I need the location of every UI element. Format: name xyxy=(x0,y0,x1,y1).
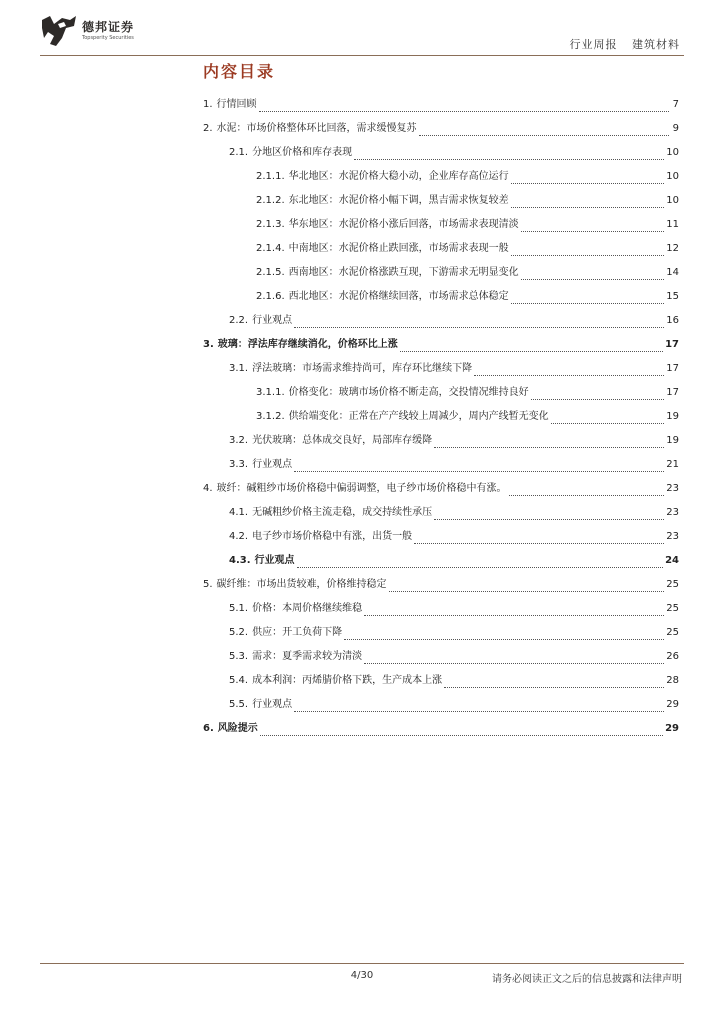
toc-entry-number: 2.1.3. xyxy=(256,219,285,230)
toc-entry-title: 东北地区：水泥价格小幅下调，黑吉需求恢复较差 xyxy=(288,195,509,206)
toc-entry[interactable] xyxy=(203,191,679,215)
footer-disclaimer: 请务必阅读正文之后的信息披露和法律声明 xyxy=(492,974,682,985)
toc-entry[interactable] xyxy=(203,407,679,431)
toc-entry-title: 价格：本周价格继续维稳 xyxy=(252,603,363,614)
toc-entry-page: 19 xyxy=(666,435,679,446)
report-type: 行业周报 xyxy=(569,38,618,51)
toc-entry-title: 华东地区：水泥价格小涨后回落，市场需求表现清淡 xyxy=(288,219,519,230)
toc-entry-title: 价格变化：玻璃市场价格不断走高，交投情况维持良好 xyxy=(288,387,529,398)
toc-entry[interactable] xyxy=(203,359,679,383)
toc-entry-number: 4.1. xyxy=(229,507,249,518)
toc-entry-page: 23 xyxy=(666,507,679,518)
toc-entry-page: 9 xyxy=(672,123,679,134)
toc-entry-number: 4. xyxy=(203,483,213,494)
toc-entry-title: 需求：夏季需求较为清淡 xyxy=(252,651,363,662)
footer-divider xyxy=(40,963,684,964)
toc-entry[interactable] xyxy=(203,455,679,479)
toc-entry-title: 无碱粗纱价格主流走稳，成交持续性承压 xyxy=(252,507,433,518)
toc-entry[interactable] xyxy=(203,647,679,671)
toc-entry-title: 西北地区：水泥价格继续回落，市场需求总体稳定 xyxy=(288,291,509,302)
toc-leader-dots xyxy=(354,159,664,160)
toc-entry[interactable] xyxy=(203,695,679,719)
toc-leader-dots xyxy=(521,231,665,232)
toc-entry-number: 3.1.1. xyxy=(256,387,285,398)
toc-entry-number: 2.2. xyxy=(229,315,249,326)
toc-entry[interactable] xyxy=(203,431,679,455)
toc-entry-number: 2.1.4. xyxy=(256,243,285,254)
toc-entry[interactable] xyxy=(203,383,679,407)
toc-title: 内容目录 xyxy=(203,62,276,81)
toc-entry-page: 17 xyxy=(665,339,679,350)
toc-entry-number: 4.2. xyxy=(229,531,249,542)
toc-leader-dots xyxy=(444,687,664,688)
toc-entry[interactable] xyxy=(203,719,679,743)
toc-entry-number: 3.1. xyxy=(229,363,249,374)
toc-entry-number: 5.4. xyxy=(229,675,249,686)
toc-entry[interactable] xyxy=(203,311,679,335)
toc-entry-title: 行情回顾 xyxy=(216,99,257,110)
toc-entry-page: 10 xyxy=(666,171,679,182)
logo-cn-name: 德邦证券 xyxy=(82,20,135,34)
header-report-info xyxy=(570,36,681,52)
toc-leader-dots xyxy=(260,735,663,736)
header-divider xyxy=(40,55,684,56)
toc-entry[interactable] xyxy=(203,263,679,287)
toc-entry-page: 12 xyxy=(666,243,679,254)
toc-entry-page: 29 xyxy=(666,699,679,710)
toc-entry-page: 21 xyxy=(666,459,679,470)
toc-entry-number: 3. xyxy=(203,339,214,350)
toc-entry[interactable] xyxy=(203,335,679,359)
toc-entry-number: 1. xyxy=(203,99,213,110)
logo-en-name: Topsperity Securities xyxy=(82,35,134,41)
toc-list xyxy=(203,95,679,743)
toc-entry-title: 水泥：市场价格整体环比回落，需求缓慢复苏 xyxy=(216,123,417,134)
toc-entry-page: 7 xyxy=(672,99,679,110)
toc-entry-title: 西南地区：水泥价格涨跌互现，下游需求无明显变化 xyxy=(288,267,519,278)
toc-entry-number: 5. xyxy=(203,579,213,590)
toc-entry-title: 玻纤：碱粗纱市场价格稳中偏弱调整，电子纱市场价格稳中有涨。 xyxy=(216,483,507,494)
toc-leader-dots xyxy=(511,207,665,208)
toc-entry-title: 成本利润：丙烯腈价格下跌，生产成本上涨 xyxy=(252,675,443,686)
toc-leader-dots xyxy=(389,591,665,592)
toc-entry[interactable] xyxy=(203,503,679,527)
toc-entry-number: 2.1.6. xyxy=(256,291,285,302)
toc-entry-page: 25 xyxy=(666,603,679,614)
toc-entry[interactable] xyxy=(203,239,679,263)
toc-entry-title: 中南地区：水泥价格止跌回涨，市场需求表现一般 xyxy=(288,243,509,254)
toc-leader-dots xyxy=(509,495,665,496)
toc-entry-number: 3.3. xyxy=(229,459,249,470)
toc-entry-number: 2. xyxy=(203,123,213,134)
toc-entry[interactable] xyxy=(203,215,679,239)
toc-entry[interactable] xyxy=(203,167,679,191)
toc-entry[interactable] xyxy=(203,287,679,311)
toc-entry-page: 26 xyxy=(666,651,679,662)
toc-leader-dots xyxy=(521,279,665,280)
toc-leader-dots xyxy=(511,183,665,184)
company-logo xyxy=(40,14,180,54)
toc-leader-dots xyxy=(434,447,664,448)
toc-entry-number: 6. xyxy=(203,723,214,734)
toc-entry[interactable] xyxy=(203,143,679,167)
toc-entry-title: 行业观点 xyxy=(252,315,293,326)
toc-leader-dots xyxy=(434,519,664,520)
toc-leader-dots xyxy=(531,399,665,400)
toc-entry-page: 17 xyxy=(666,363,679,374)
toc-entry-page: 10 xyxy=(666,195,679,206)
toc-entry-page: 11 xyxy=(666,219,679,230)
toc-entry-page: 14 xyxy=(666,267,679,278)
toc-entry-page: 17 xyxy=(666,387,679,398)
toc-entry[interactable] xyxy=(203,95,679,119)
toc-leader-dots xyxy=(364,615,664,616)
toc-entry-title: 华北地区：水泥价格大稳小动，企业库存高位运行 xyxy=(288,171,509,182)
toc-leader-dots xyxy=(364,663,664,664)
toc-entry-page: 10 xyxy=(666,147,679,158)
toc-entry-number: 2.1.1. xyxy=(256,171,285,182)
toc-leader-dots xyxy=(294,711,664,712)
toc-entry-page: 25 xyxy=(666,579,679,590)
toc-entry[interactable] xyxy=(203,575,679,599)
report-sector: 建筑材料 xyxy=(632,38,680,51)
toc-entry-number: 5.5. xyxy=(229,699,249,710)
toc-entry-title: 浮法玻璃：市场需求维持尚可，库存环比继续下降 xyxy=(252,363,473,374)
toc-entry-number: 2.1. xyxy=(229,147,249,158)
toc-entry-title: 行业观点 xyxy=(254,555,295,566)
toc-entry-number: 5.1. xyxy=(229,603,249,614)
toc-leader-dots xyxy=(297,567,664,568)
toc-entry[interactable] xyxy=(203,479,679,503)
toc-entry-title: 供应：开工负荷下降 xyxy=(252,627,343,638)
toc-entry-number: 2.1.2. xyxy=(256,195,285,206)
toc-entry-title: 碳纤维：市场出货较难，价格维持稳定 xyxy=(216,579,387,590)
toc-leader-dots xyxy=(294,471,664,472)
page-indicator: 4/30 xyxy=(350,970,374,981)
toc-entry-number: 5.3. xyxy=(229,651,249,662)
toc-leader-dots xyxy=(414,543,664,544)
toc-leader-dots xyxy=(344,639,664,640)
toc-entry-page: 29 xyxy=(665,723,679,734)
toc-entry-title: 行业观点 xyxy=(252,699,293,710)
toc-entry-number: 3.2. xyxy=(229,435,249,446)
toc-entry-page: 24 xyxy=(665,555,679,566)
toc-entry[interactable] xyxy=(203,551,679,575)
toc-entry-page: 15 xyxy=(666,291,679,302)
toc-entry-page: 16 xyxy=(666,315,679,326)
toc-entry-page: 19 xyxy=(666,411,679,422)
toc-entry[interactable] xyxy=(203,671,679,695)
toc-entry[interactable] xyxy=(203,599,679,623)
toc-entry-page: 23 xyxy=(666,483,679,494)
toc-entry[interactable] xyxy=(203,527,679,551)
toc-leader-dots xyxy=(419,135,669,136)
toc-entry-number: 5.2. xyxy=(229,627,249,638)
toc-leader-dots xyxy=(511,303,665,304)
toc-entry-title: 分地区价格和库存表现 xyxy=(252,147,353,158)
toc-entry-title: 风险提示 xyxy=(217,723,258,734)
toc-leader-dots xyxy=(474,375,664,376)
page-header xyxy=(40,14,684,56)
toc-leader-dots xyxy=(259,111,669,112)
toc-entry-page: 25 xyxy=(666,627,679,638)
toc-entry-title: 行业观点 xyxy=(252,459,293,470)
toc-entry-page: 28 xyxy=(666,675,679,686)
toc-entry-number: 2.1.5. xyxy=(256,267,285,278)
toc-entry-title: 光伏玻璃：总体成交良好，局部库存缓降 xyxy=(252,435,433,446)
toc-entry-page: 23 xyxy=(666,531,679,542)
toc-entry[interactable] xyxy=(203,623,679,647)
toc-leader-dots xyxy=(551,423,665,424)
toc-leader-dots xyxy=(511,255,665,256)
toc-entry[interactable] xyxy=(203,119,679,143)
toc-entry-number: 3.1.2. xyxy=(256,411,285,422)
toc-leader-dots xyxy=(294,327,664,328)
logo-mark-icon xyxy=(40,14,78,48)
toc-entry-title: 供给端变化：正常在产产线较上周减少，周内产线暂无变化 xyxy=(288,411,549,422)
toc-entry-number: 4.3. xyxy=(229,555,251,566)
toc-entry-title: 电子纱市场价格稳中有涨，出货一般 xyxy=(252,531,413,542)
toc-leader-dots xyxy=(400,351,663,352)
toc-entry-title: 玻璃：浮法库存继续消化，价格环比上涨 xyxy=(217,339,398,350)
